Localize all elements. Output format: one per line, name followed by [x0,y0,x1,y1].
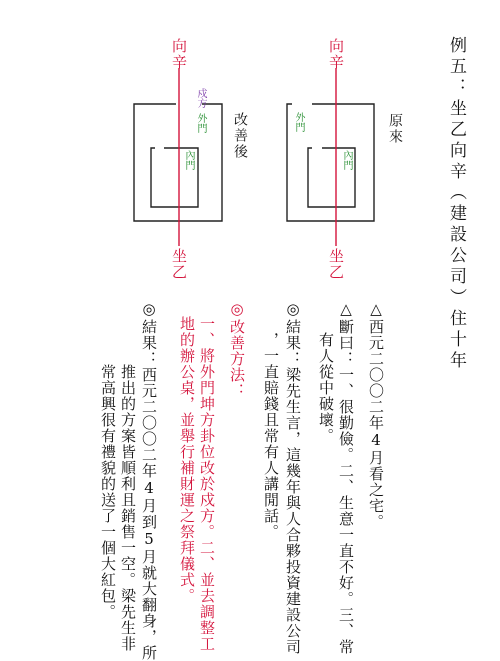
improved-plan-drawing [134,68,222,246]
outcome-line-2: 推出的方案皆順利且銷售一空。梁先生非 [119,364,137,652]
outcome-line-3: 常高興很有禮貌的送了一個大紅包。 [99,364,117,620]
improved-facing-label: 向辛 [170,38,188,70]
page-title: 例五：坐乙向辛（建設公司）住十年 [446,36,466,372]
original-outer-gate: 外門 [293,112,304,132]
improvement-line-2: 地的辦公桌，並舉行補財運之祭拜儀式。 [178,316,196,604]
improved-outer-gate: 外門 [195,113,206,133]
outcome-line-1: ◎結果：西元二〇〇二年4月到5月就大翻身，所 [140,300,158,661]
improved-label: 改善後 [232,112,248,160]
original-facing-label: 向辛 [327,38,345,70]
improved-sitting-label: 坐乙 [170,248,188,280]
diagnosis-line-1: △斷曰：一、很勤儉。二、生意一直不好。三、常 [337,300,355,655]
improvement-line-1: 一、將外門坤方卦位改於戍方。二、並去調整工 [198,316,216,652]
diagnosis-line-2: 有人從中破壞。 [317,332,335,444]
original-sitting-label: 坐乙 [327,248,345,280]
original-label: 原來 [387,113,403,145]
result-line-2: ，一直賠錢且常有人講閒話。 [262,332,280,540]
improvement-heading: ◎改善方法： [228,300,246,399]
improved-inner-gate: 內門 [183,150,194,170]
original-inner-gate: 內門 [341,150,352,170]
case-note: △西元二〇〇二年4月看之宅。 [367,300,385,530]
improved-xu-direction: 戍方 [195,88,206,108]
original-plan-drawing [287,68,374,246]
result-line-1: ◎結果：梁先生言，這幾年與人合夥投資建設公司 [284,300,302,655]
